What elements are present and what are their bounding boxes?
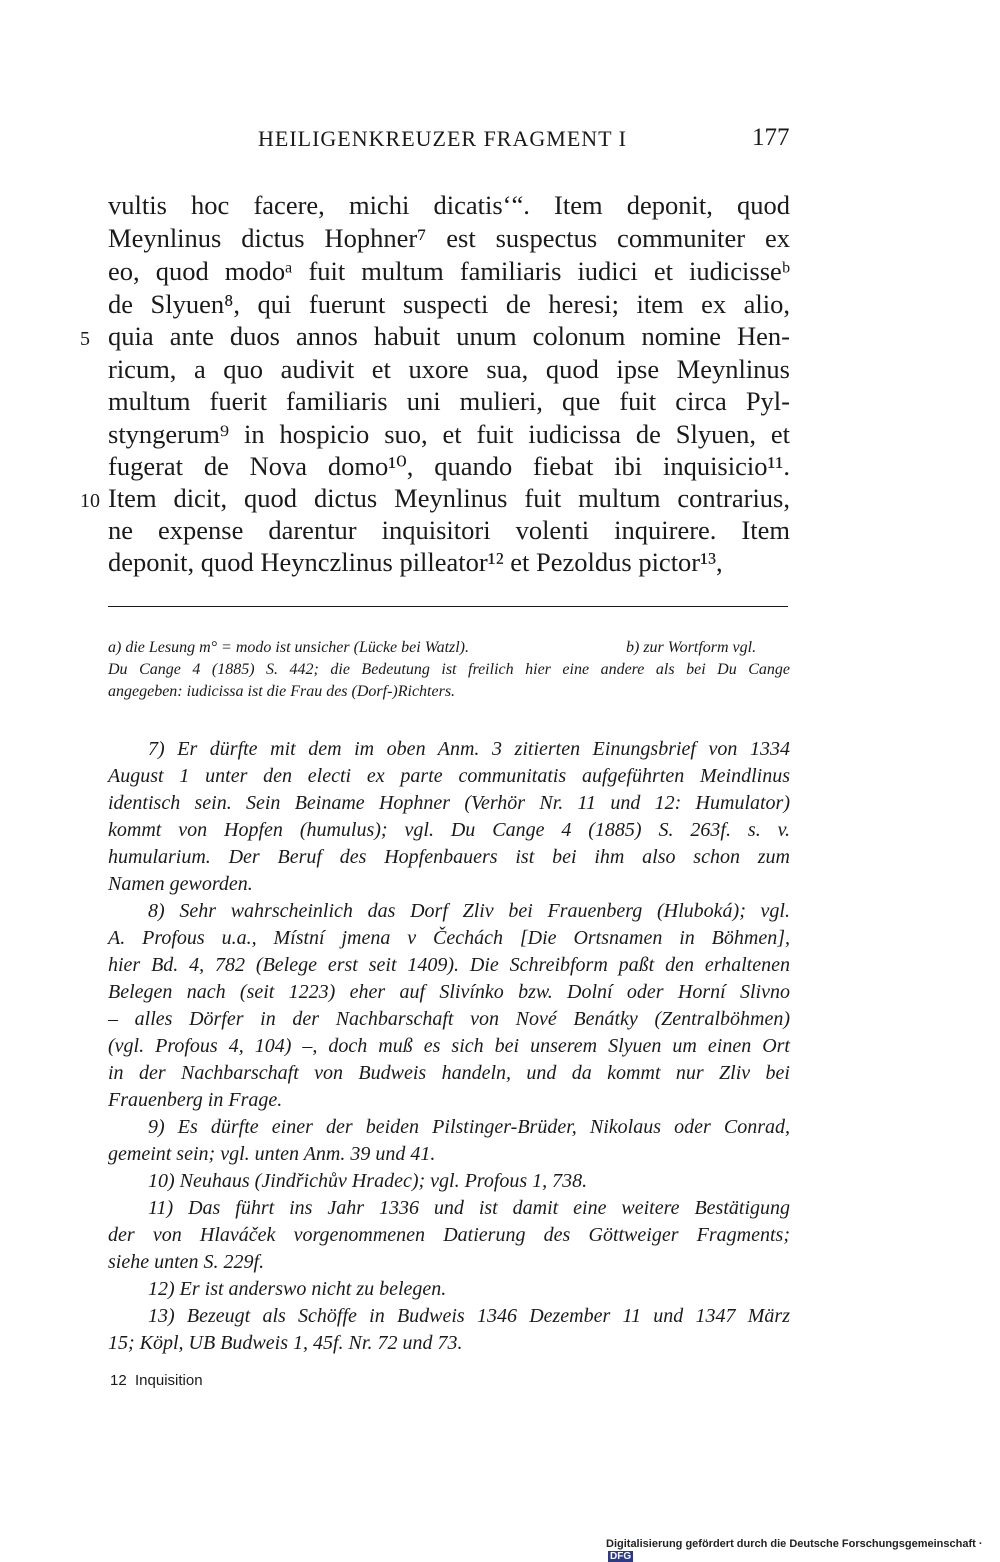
- line-number: 5: [80, 328, 90, 350]
- text-line: de Slyuen⁸, qui fuerunt suspecti de heresi; item ex alio,: [108, 289, 790, 319]
- running-header: HEILIGENKREUZER FRAGMENT I: [258, 126, 628, 151]
- text-line: fugerat de Nova domo¹⁰, quando fiebat ibi inquisicio¹¹.: [108, 451, 790, 481]
- dfg-logo: DFG: [610, 1551, 632, 1562]
- line-number: 10: [80, 490, 100, 512]
- text-line: styngerum⁹ in hospicio suo, et fuit iudicissa de Slyuen, et: [108, 419, 790, 449]
- text-line: multum fuerit familiaris uni mulieri, que fuit circa Pyl-: [108, 386, 790, 416]
- footnote-line: 11) Das führt ins Jahr 1336 und ist damit eine weitere Bestätigung: [148, 1197, 790, 1219]
- digitization-credit: [606, 1538, 1000, 1562]
- footnote-line: kommt von Hopfen (humulus); vgl. Du Cange 4 (1885) S. 263f. s. v.: [108, 819, 790, 841]
- footnote-line: 7) Er dürfte mit dem im oben Anm. 3 zitierten Einungsbrief von 1334: [148, 738, 790, 760]
- apparatus-note-a: a) die Lesung m° = modo ist unsicher (Lücke bei Watzl).: [108, 639, 470, 656]
- footnote-line: Belegen nach (seit 1223) eher auf Slivínko bzw. Dolní oder Horní Slivno: [108, 981, 790, 1003]
- footnote-line: hier Bd. 4, 782 (Belege erst seit 1409). Die Schreibform paßt den erhaltenen: [108, 954, 790, 976]
- signature-mark: 12 Inquisition: [110, 1372, 203, 1389]
- text-line: ricum, a quo audivit et uxore sua, quod ipse Meynlinus: [108, 354, 790, 384]
- footnote-line: 10) Neuhaus (Jindřichův Hradec); vgl. Profous 1, 738.: [148, 1170, 588, 1192]
- footnote-line: 13) Bezeugt als Schöffe in Budweis 1346 Dezember 11 und 1347 März: [148, 1305, 790, 1327]
- footnote-line: August 1 unter den electi ex parte communitatis aufgeführten Meindlinus: [108, 765, 790, 787]
- apparatus-note-b: b) zur Wortform vgl.: [626, 639, 757, 656]
- footnote-line: humularium. Der Beruf des Hopfenbauers ist bei ihm also schon zum: [108, 846, 790, 868]
- apparatus-line: Du Cange 4 (1885) S. 442; die Bedeutung ist freilich hier eine andere als bei Du Cange: [108, 661, 790, 678]
- text-line: Meynlinus dictus Hophner⁷ est suspectus communiter ex: [108, 223, 790, 253]
- footnote-line: siehe unten S. 229f.: [108, 1251, 265, 1273]
- footnote-line: gemeint sein; vgl. unten Anm. 39 und 41.: [108, 1143, 436, 1165]
- text-line: deponit, quod Heynczlinus pilleator¹² et Pezoldus pictor¹³,: [108, 547, 723, 577]
- footnote-line: 15; Köpl, UB Budweis 1, 45f. Nr. 72 und 73.: [108, 1332, 463, 1354]
- text-line: quia ante duos annos habuit unum colonum nomine Hen-: [108, 321, 790, 351]
- footnote-line: 12) Er ist anderswo nicht zu belegen.: [148, 1278, 447, 1300]
- text-line: Item dicit, quod dictus Meynlinus fuit multum contrarius,: [108, 483, 790, 513]
- footnote-line: Frauenberg in Frage.: [108, 1089, 283, 1111]
- footnote-divider: [108, 606, 788, 607]
- footnote-line: der von Hlaváček vorgenommenen Datierung des Göttweiger Fragments;: [108, 1224, 790, 1246]
- apparatus-line: angegeben: iudicissa ist die Frau des (Dorf-)Richters.: [108, 683, 456, 700]
- footnote-line: in der Nachbarschaft von Budweis handeln, und da kommt nur Zliv bei: [108, 1062, 790, 1084]
- footnote-line: A. Profous u.a., Místní jmena v Čechách [Die Ortsnamen in Böhmen],: [108, 927, 790, 949]
- credit-text: Digitalisierung gefördert durch die Deutsche Forschungsgemeinschaft ·: [606, 1538, 983, 1550]
- text-line: vultis hoc facere, michi dicatis‘“. Item deponit, quod: [108, 190, 790, 220]
- footnote-line: 8) Sehr wahrscheinlich das Dorf Zliv bei Frauenberg (Hluboká); vgl.: [148, 900, 790, 922]
- footnote-line: identisch sein. Sein Beiname Hophner (Verhör Nr. 11 und 12: Humulator): [108, 792, 790, 814]
- text-line: eo, quod modoᵃ fuit multum familiaris iudici et iudicisseᵇ: [108, 256, 790, 286]
- text-line: ne expense darentur inquisitori volenti inquirere. Item: [108, 515, 790, 545]
- footnote-line: Namen geworden.: [108, 873, 253, 895]
- footnote-line: – alles Dörfer in der Nachbarschaft von Nové Benátky (Zentralböhmen): [108, 1008, 790, 1030]
- footnote-line: (vgl. Profous 4, 104) –, doch muß es sich bei unserem Slyuen um einen Ort: [108, 1035, 790, 1057]
- footnote-line: 9) Es dürfte einer der beiden Pilstinger-Brüder, Nikolaus oder Conrad,: [148, 1116, 790, 1138]
- page-number: 177: [752, 124, 790, 151]
